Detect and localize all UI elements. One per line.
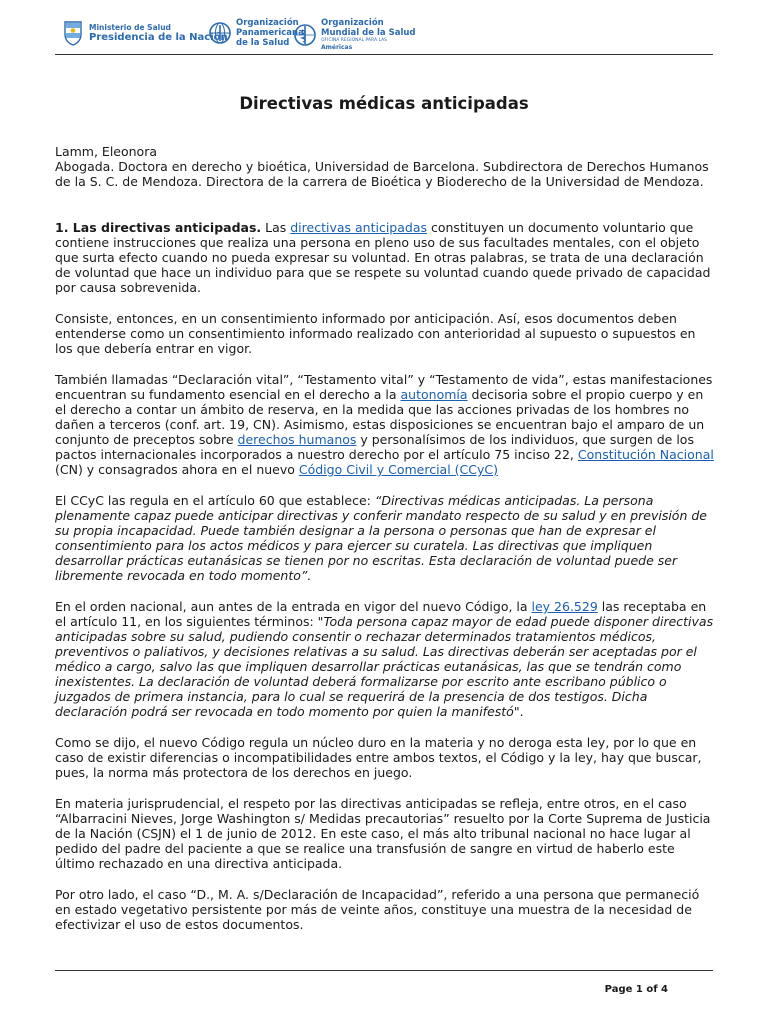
link-constitucion-nacional[interactable]: Constitución Nacional <box>577 447 714 462</box>
paragraph-2: Consiste, entonces, en un consentimiento informado por anticipación. Así, esos documentos deben entenderse como un consentimiento informado realizado con anterioridad al supuesto o supuestos en los que debería entrar en vigor. <box>55 311 696 356</box>
p5-text-c: ". <box>513 704 524 719</box>
document-title: Directivas médicas anticipadas <box>239 94 529 113</box>
p3-text-d: (CN) y consagrados ahora en el nuevo <box>55 462 299 477</box>
argentina-shield-icon <box>63 20 83 46</box>
paragraph-6: Como se dijo, el nuevo Código regula un núcleo duro en la materia y no deroga esta ley, por lo que en caso de existir diferencias o incompatibilidades entre ambos textos, el Código y la ley, hay que buscar, pues, la norma más protectora de los derechos en juego. <box>55 735 702 780</box>
ops-logo <box>208 18 304 48</box>
ops-line3: de la Salud <box>236 38 290 48</box>
who-emblem-icon <box>293 23 317 47</box>
p5-text-b: las receptaba en el artículo 11, en los siguientes términos: " <box>55 599 707 629</box>
p3-text-b: decisoria sobre el propio cuerpo y en el derecho a contar un ámbito de reserva, en la medida que las acciones privadas de los hombres no dañen a terceros (conf. art. 19, CN). Asimismo, estas disposiciones se encuentran bajo el amparo de un conjunto de preceptos sobre <box>55 387 705 447</box>
oms-line3: OFICINA REGIONAL PARA LAS <box>321 38 388 43</box>
author-block <box>55 144 715 189</box>
oms-logo <box>293 18 416 51</box>
p5-quote: Toda persona capaz mayor de edad puede disponer directivas anticipadas sobre su salud, pudiendo consentir o rechazar determinados tratamientos médicos, preventivos o paliativos, y decisiones relativas a su salud. Las directivas deberán ser aceptadas por el médico a cargo, salvo las que impliquen desarrollar prácticas eutanásicas, las que se tendrán como inexistentes. La declaración de voluntad deberá formalizarse por escrito ante escribano público o juzgados de primera instancia, para lo cual se requerirá de la presencia de dos testigos. Dicha declaración podrá ser revocada en todo momento por quien la manifestó <box>55 614 714 719</box>
author-name: Lamm, Eleonora <box>55 144 158 159</box>
p1-text-a: Las <box>261 220 291 235</box>
page-number: Page 1 of 4 <box>604 984 668 995</box>
footer-divider <box>55 970 713 971</box>
header-divider <box>55 54 713 55</box>
section-heading: 1. Las directivas anticipadas. <box>55 220 262 235</box>
link-autonomia[interactable]: autonomía <box>400 387 468 402</box>
ministerio-logo <box>63 20 228 46</box>
oms-line2: Mundial de la Salud <box>321 28 416 38</box>
p4-text-a: El CCyC las regula en el artículo 60 que establece: <box>55 493 375 508</box>
paragraph-5 <box>55 599 715 719</box>
oms-line4: Américas <box>321 44 353 51</box>
ministry-line2: Presidencia de la Nación <box>89 32 228 43</box>
ops-globe-icon <box>208 21 232 45</box>
p1-text-b: constituyen un documento voluntario que contiene instrucciones que realiza una persona en pleno uso de sus facultades mentales, con el objeto que surta efecto cuando no pueda expresar su voluntad. En otras palabras, se trata de una declaración de voluntad que hace un individuo para que se respete su voluntad cuando quede privado de capacidad por causa sobrevenida. <box>55 220 711 295</box>
paragraph-3 <box>55 372 715 477</box>
ops-line1: Organización <box>236 18 299 28</box>
document-header <box>55 12 713 54</box>
link-codigo-civil-comercial[interactable]: Código Civil y Comercial (CCyC) <box>298 462 498 477</box>
author-bio: Abogada. Doctora en derecho y bioética, Universidad de Barcelona. Subdirectora de Derechos Humanos de la S. C. de Mendoza. Directora de la carrera de Bioética y Bioderecho de la Universidad de Mendoza. <box>55 159 709 189</box>
oms-line1: Organización <box>321 18 384 28</box>
ministry-line1: Ministerio de Salud <box>89 23 171 32</box>
p5-text-a: En el orden nacional, aun antes de la entrada en vigor del nuevo Código, la <box>55 599 532 614</box>
paragraph-7: En materia jurisprudencial, el respeto por las directivas anticipadas se refleja, entre otros, en el caso “Albarracini Nieves, Jorge Washington s/ Medidas precautorias” resuelto por la Corte Suprema de Justicia de la Nación (CSJN) el 1 de junio de 2012. En este caso, el más alto tribunal nacional no hace lugar al pedido del padre del paciente a que se realice una transfusión de sangre en virtud de haberlo este último rechazado en una directiva anticipada. <box>55 796 711 871</box>
ops-line2: Panamericana <box>236 28 304 38</box>
link-derechos-humanos[interactable]: derechos humanos <box>237 432 357 447</box>
link-directivas-anticipadas[interactable]: directivas anticipadas <box>290 220 428 235</box>
p3-text-a: También llamadas “Declaración vital”, “Testamento vital” y “Testamento de vida”, estas manifestaciones encuentran su fundamento esencial en el derecho a la <box>55 372 713 402</box>
document-body <box>55 144 715 948</box>
link-ley-26529[interactable]: ley 26.529 <box>531 599 598 614</box>
paragraph-8: Por otro lado, el caso “D., M. A. s/Declaración de Incapacidad”, referido a una persona que permaneció en estado vegetativo persistente por más de veinte años, constituye una muestra de la necesidad de efectivizar el uso de estos documentos. <box>55 887 700 932</box>
paragraph-1 <box>55 220 715 295</box>
paragraph-4 <box>55 493 715 583</box>
p3-text-c: y personalísimos de los individuos, que surgen de los pactos internacionales incorporados a nuestro derecho por el artículo 75 inciso 22, <box>55 432 694 462</box>
p4-quote: “Directivas médicas anticipadas. La persona plenamente capaz puede anticipar directivas y conferir mandato respecto de su salud y en previsión de su propia incapacidad. Puede también designar a la persona o personas que han de expresar el consentimiento para los actos médicos y para ejercer su curatela. Las directivas que impliquen desarrollar prácticas eutanásicas se tienen por no escritas. Esta declaración de voluntad puede ser libremente revocada en todo momento”. <box>55 493 707 583</box>
